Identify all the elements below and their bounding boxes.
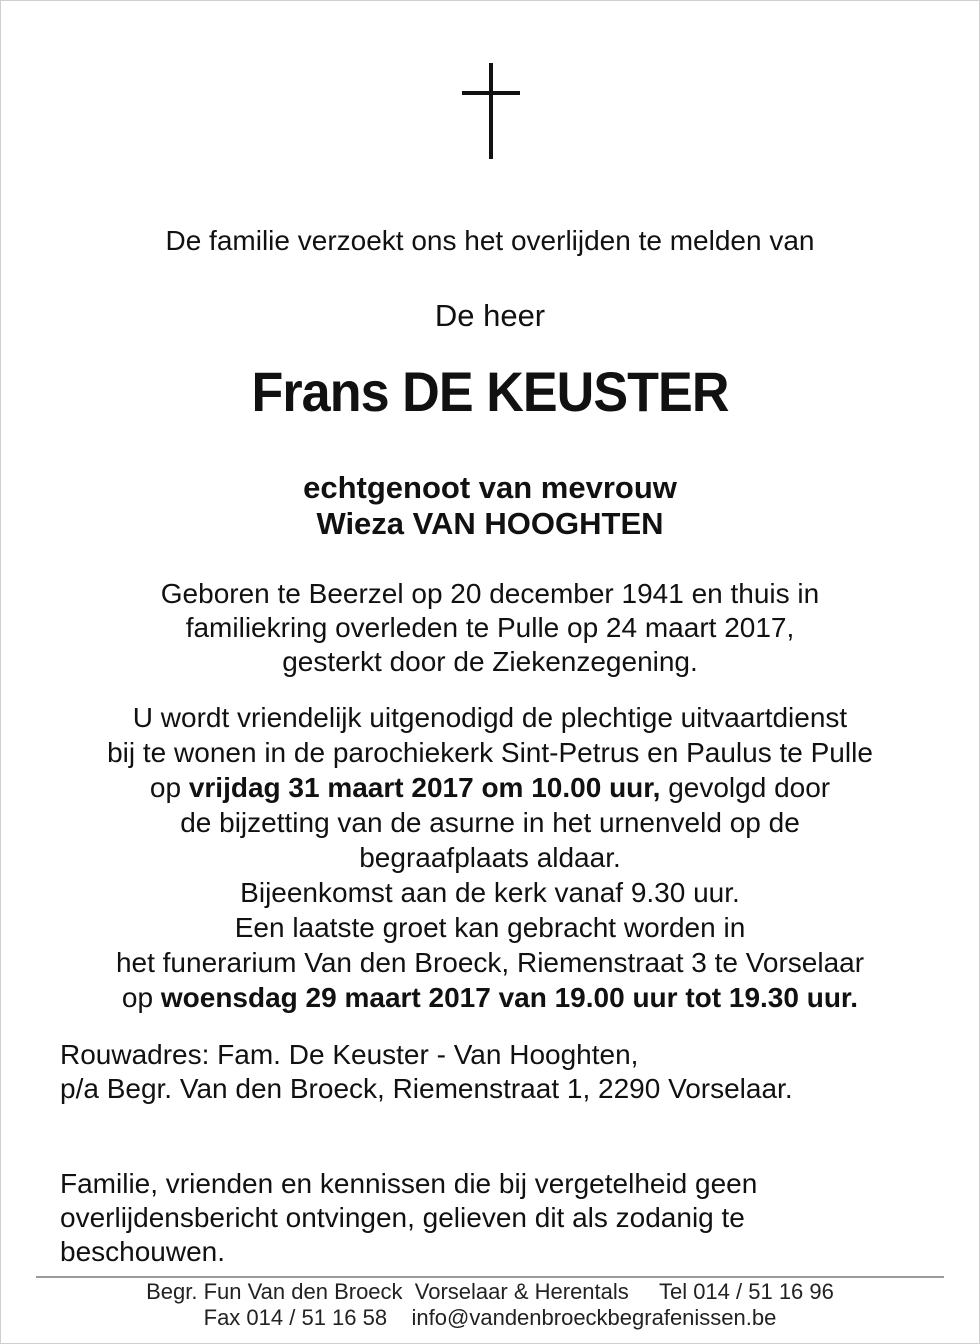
footer-locations: Vorselaar & Herentals [414, 1279, 629, 1304]
footer-email: info@vandenbroeckbegrafenissen.be [411, 1305, 777, 1330]
footer-line-2 [0, 1305, 980, 1331]
birth-line-2: familiekring overleden te Pulle op 24 maart 2017, [185, 612, 795, 643]
deceased-name: Frans DE KEUSTER [251, 360, 729, 423]
footer-company: Begr. Fun Van den Broeck [146, 1279, 403, 1304]
footer-tel: Tel 014 / 51 16 96 [658, 1279, 834, 1304]
spouse-line-2: Wieza VAN HOOGHTEN [316, 506, 664, 541]
service-line-3 [0, 770, 980, 805]
footer [0, 1279, 980, 1331]
birth-block [0, 577, 980, 679]
service-line-1: U wordt vriendelijk uitgenodigd de plechtige uitvaartdienst [132, 702, 848, 733]
service-line-2: bij te wonen in de parochiekerk Sint-Petrus en Paulus te Pulle [107, 737, 873, 768]
service-line-3-pre: op [149, 772, 189, 803]
note-line-2: overlijdensbericht ontvingen, gelieven dit als zodanig te [60, 1202, 745, 1233]
visitation-date: woensdag 29 maart 2017 van 19.00 uur tot 19.30 uur. [160, 982, 859, 1013]
note-line-1: Familie, vrienden en kennissen die bij vergetelheid geen [60, 1168, 758, 1199]
birth-line-3: gesterkt door de Ziekenzegening. [282, 646, 698, 677]
service-line-3-post: gevolgd door [660, 772, 831, 803]
footer-fax: Fax 014 / 51 16 58 [203, 1305, 388, 1330]
spouse-block [0, 470, 980, 542]
service-line-4: de bijzetting van de asurne in het urnenveld op de [180, 807, 800, 838]
spouse-line-1: echtgenoot van mevrouw [303, 470, 677, 505]
birth-line-1: Geboren te Beerzel op 20 december 1941 en thuis in [160, 578, 820, 609]
address-block [60, 1038, 940, 1106]
note-block [60, 1167, 940, 1269]
cross-icon [462, 63, 520, 159]
footer-divider [36, 1276, 944, 1278]
salutation: De heer [434, 298, 546, 333]
service-line-8: het funerarium Van den Broeck, Riemenstraat 3 te Vorselaar [115, 947, 865, 978]
service-block [0, 700, 980, 1015]
service-line-7: Een laatste groet kan gebracht worden in [234, 912, 746, 943]
service-line-5: begraafplaats aldaar. [359, 842, 621, 873]
service-line-9-pre: op [121, 982, 161, 1013]
intro-text: De familie verzoekt ons het overlijden te melden van [165, 225, 815, 256]
service-line-6: Bijeenkomst aan de kerk vanaf 9.30 uur. [240, 877, 740, 908]
service-line-9 [0, 980, 980, 1015]
address-line-1: Rouwadres: Fam. De Keuster - Van Hooghten, [60, 1039, 639, 1070]
note-line-3: beschouwen. [60, 1236, 226, 1267]
address-line-2: p/a Begr. Van den Broeck, Riemenstraat 1, 2290 Vorselaar. [60, 1073, 793, 1104]
service-date: vrijdag 31 maart 2017 om 10.00 uur, [188, 772, 661, 803]
footer-line-1 [0, 1279, 980, 1305]
